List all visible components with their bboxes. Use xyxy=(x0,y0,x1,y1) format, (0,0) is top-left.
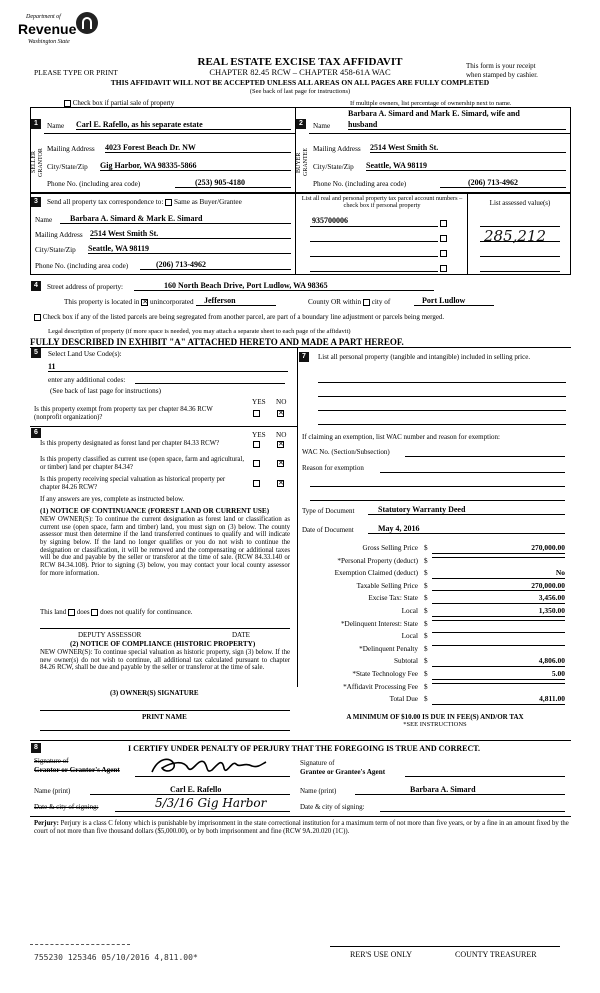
seller-mail-label: Mailing Address xyxy=(47,145,95,153)
buyer-name-line1[interactable]: Barbara A. Simard and Mark E. Simard, wife and xyxy=(348,109,520,118)
compliance-body: NEW OWNER(S): To continue special valuation as historic property, sign (3) below. If the new owner(s) do not wish to continue, all additional tax calculated pursuant to chapter 84.26 RCW, shall be due and payable by the seller or transferor at the time of sale. xyxy=(40,649,290,672)
forest-yes-checkbox[interactable] xyxy=(253,441,260,448)
buyer-city-field[interactable]: Seattle, WA 98119 xyxy=(366,161,566,171)
section-2-marker: 2 xyxy=(296,119,306,129)
seller-name-label: Name xyxy=(47,122,65,130)
continuance-title: (1) NOTICE OF CONTINUANCE (FOREST LAND OR CURRENT USE) xyxy=(40,507,270,515)
parcel-checkbox-1[interactable] xyxy=(440,220,447,227)
calc-value[interactable]: 4,811.00 xyxy=(432,695,565,705)
located-row xyxy=(64,298,194,306)
parcel-checkbox-2[interactable] xyxy=(440,235,447,242)
receipt-line2: when stamped by cashier. xyxy=(466,71,538,79)
calc-label: Excise Tax: State xyxy=(368,594,418,603)
buyer-phone-field[interactable]: (206) 713-4962 xyxy=(440,178,566,188)
partial-sale-label: Check box if partial sale of property xyxy=(72,99,175,107)
grantor-name-label: Name (print) xyxy=(34,787,71,795)
form-chapter: CHAPTER 82.45 RCW – CHAPTER 458-61A WAC xyxy=(209,67,391,77)
doc-type-field[interactable]: Statutory Warranty Deed xyxy=(368,505,565,515)
legal-description-label: Legal description of property (if more space is needed, you may attach a separate sheet to each page of the affidavit) xyxy=(48,328,351,335)
if-yes-note: If any answers are yes, complete as instructed below. xyxy=(40,496,185,503)
sec3-mail-field[interactable]: 2514 West Smith St. xyxy=(90,229,291,239)
sec3-mail-label: Mailing Address xyxy=(35,231,83,239)
multiple-owners-note: If multiple owners, list percentage of ownership next to name. xyxy=(350,100,512,107)
dollar-sign: $ xyxy=(424,695,428,704)
parcel-checkbox-4[interactable] xyxy=(440,265,447,272)
dollar-sign: $ xyxy=(424,607,428,615)
calc-value[interactable]: 5.00 xyxy=(432,670,565,680)
cashier-scan-line: 755230 125346 05/10/2016 4,811.00* xyxy=(34,953,198,962)
historic-question: Is this property receiving special valuation as historical property per chapter 84.26 RCW? xyxy=(40,476,226,491)
forest-question: Is this property designated as forest land per chapter 84.33 RCW? xyxy=(40,440,220,447)
users-only-label: RER'S USE ONLY xyxy=(350,950,412,959)
perjury-text: Perjury is a class C felony which is punishable by imprisonment in the state correctional institution for a maximum term of not more than five years, or by a fine in an amount fixed by the court of not more than five thousand dollars ($5,000.00), or by both imprisonment and fine (RCW 9A.20.020 (1C)). xyxy=(34,820,569,836)
dollar-sign: $ xyxy=(424,619,428,628)
section-3-marker: 3 xyxy=(31,197,41,207)
additional-codes-label: enter any additional codes: xyxy=(48,376,126,384)
see-instructions-note: *SEE INSTRUCTIONS xyxy=(403,721,467,728)
seller-name-field[interactable]: Carl E. Rafello, as his separate estate xyxy=(76,120,291,130)
assessed-header: List assessed value(s) xyxy=(489,199,551,207)
unincorporated-checkbox[interactable]: ✕ xyxy=(142,297,149,306)
sec3-phone-field[interactable]: (206) 713-4962 xyxy=(140,260,291,270)
parcel-checkbox-3[interactable] xyxy=(440,250,447,257)
receipt-line1: This form is your receipt xyxy=(466,62,536,70)
calc-value[interactable]: 270,000.00 xyxy=(432,582,565,592)
calc-value[interactable]: No xyxy=(432,569,565,579)
dollar-sign: $ xyxy=(424,632,428,641)
land-use-label: Select Land Use Code(s): xyxy=(48,350,122,358)
buyer-phone-label: Phone No. (including area code) xyxy=(313,180,407,188)
qualify-row xyxy=(40,608,192,616)
seller-city-label: City/State/Zip xyxy=(47,163,88,171)
calc-label: Local xyxy=(401,632,418,641)
section-7-marker: 7 xyxy=(299,352,309,362)
does-not-checkbox[interactable] xyxy=(91,609,98,616)
dor-logo xyxy=(18,12,108,52)
street-field[interactable]: 160 North Beach Drive, Port Ludlow, WA 98365 xyxy=(134,281,434,291)
assessed-value-handwritten[interactable]: 285,212 xyxy=(484,227,547,245)
forest-no-checkbox[interactable]: ✕ xyxy=(278,439,284,448)
buyer-name-line2[interactable]: husband xyxy=(348,120,566,130)
within-row xyxy=(308,298,390,306)
buyer-side-label: BUYER GRANTEE xyxy=(296,148,309,177)
calc-value[interactable] xyxy=(432,683,565,684)
calc-label: *Personal Property (deduct) xyxy=(337,556,418,565)
correspondence-row xyxy=(47,198,242,206)
dor-logo-main: Revenue xyxy=(18,21,77,37)
grantor-sig-label-1: Signature of xyxy=(34,757,69,765)
buyer-name-label: Name xyxy=(313,122,331,130)
does-not-label: does not qualify for continuance. xyxy=(100,608,193,616)
grantee-sig-label-2: Grantee or Grantee's Agent xyxy=(300,768,386,776)
dollar-sign: $ xyxy=(424,569,428,578)
segregated-label: Check box if any of the listed parcels are being segregated from another parcel, are part of a boundary line adjustment or parcels being merged. xyxy=(42,313,445,321)
please-type: PLEASE TYPE OR PRINT xyxy=(34,68,118,77)
see-back-note: (See back of last page for instructions) xyxy=(249,88,351,95)
calc-label: Total Due xyxy=(389,695,418,704)
calc-value[interactable] xyxy=(432,620,565,621)
calc-label: Subtotal xyxy=(394,657,418,666)
perjury-notice xyxy=(34,820,569,836)
exempt-no-checkbox[interactable]: ✕ xyxy=(278,408,284,417)
dollar-sign: $ xyxy=(424,682,428,691)
section-5-marker: 5 xyxy=(31,348,41,358)
section-6-marker: 6 xyxy=(31,428,41,438)
form-title: REAL ESTATE EXCISE TAX AFFIDAVIT xyxy=(197,56,403,68)
date-label: DATE xyxy=(232,631,250,639)
partial-sale-row xyxy=(64,99,174,107)
segregated-checkbox[interactable] xyxy=(34,314,41,321)
current-use-question: Is this property classified as current use (open space, farm and agricultural, or timber) land per chapter 84.34? xyxy=(40,456,245,471)
sec5-yes-header: YES xyxy=(252,398,266,406)
historic-no-checkbox[interactable]: ✕ xyxy=(278,478,284,487)
dollar-sign: $ xyxy=(424,594,428,603)
segregated-row xyxy=(34,313,444,321)
seller-city-field[interactable]: Gig Harbor, WA 98335-5866 xyxy=(100,161,291,171)
dor-logo-emblem-mark xyxy=(82,17,92,29)
dollar-sign: $ xyxy=(424,670,428,678)
land-use-code[interactable]: 11 xyxy=(48,362,288,372)
grantee-sig-label-1: Signature of xyxy=(300,759,335,767)
sec3-city-label: City/State/Zip xyxy=(35,246,76,254)
sec3-name-label: Name xyxy=(35,216,53,224)
doc-type-label: Type of Document xyxy=(302,507,355,515)
minimum-due-note: A MINIMUM OF $10.00 IS DUE IN FEE(S) AND/OR TAX xyxy=(346,713,524,721)
street-label: Street address of property: xyxy=(47,283,124,291)
current-use-yes-checkbox[interactable] xyxy=(253,460,260,467)
historic-yes-checkbox[interactable] xyxy=(253,480,260,487)
legal-description-field[interactable]: FULLY DESCRIBED IN EXHIBIT "A" ATTACHED HERETO AND MADE A PART HEREOF. xyxy=(30,337,404,347)
dollar-sign: $ xyxy=(424,556,428,565)
dor-logo-sub: Washington State xyxy=(28,39,70,45)
parcel-header: List all real and personal property tax parcel account numbers – check box if personal property xyxy=(301,195,463,210)
same-as-buyer-label: Same as Buyer/Grantee xyxy=(173,198,242,206)
dollar-sign: $ xyxy=(424,544,428,552)
buyer-mail-label: Mailing Address xyxy=(313,145,361,153)
sec3-name-field[interactable]: Barbara A. Simard & Mark E. Simard xyxy=(60,214,291,224)
reason-label: Reason for exemption xyxy=(302,464,364,472)
parcel-number[interactable]: 935700006 xyxy=(312,216,348,225)
calc-label: Taxable Selling Price xyxy=(356,581,418,590)
sec6-no-header: NO xyxy=(276,431,287,439)
located-label: This property is located in xyxy=(64,298,140,306)
grantee-name-label: Name (print) xyxy=(300,787,337,795)
deputy-assessor-label: DEPUTY ASSESSOR xyxy=(78,631,142,639)
calc-value[interactable]: 3,456.00 xyxy=(432,594,565,604)
wac-label: WAC No. (Section/Subsection) xyxy=(302,448,390,456)
county-field[interactable]: Jefferson xyxy=(196,296,276,306)
dollar-sign: $ xyxy=(424,581,428,590)
does-label: does xyxy=(76,608,90,616)
grantor-name-field[interactable]: Carl E. Rafello xyxy=(90,785,290,795)
city-field[interactable]: Port Ludlow xyxy=(414,296,494,306)
print-name-label: PRINT NAME xyxy=(142,713,187,721)
exempt-yes-checkbox[interactable] xyxy=(253,410,260,417)
sec5-no-header: NO xyxy=(276,398,287,406)
county-treasurer-label: COUNTY TREASURER xyxy=(455,950,537,959)
owner-signature-label: (3) OWNER(S) SIGNATURE xyxy=(110,689,199,697)
does-checkbox[interactable] xyxy=(68,609,75,616)
certify-statement: I CERTIFY UNDER PENALTY OF PERJURY THAT THE FOREGOING IS TRUE AND CORRECT. xyxy=(128,744,481,753)
calc-label: *Delinquent Interest: State xyxy=(340,619,418,628)
dor-logo-text: Department of xyxy=(26,14,61,20)
sec6-yes-header: YES xyxy=(252,431,266,439)
doc-date-label: Date of Document xyxy=(302,526,354,534)
dollar-sign: $ xyxy=(424,657,428,666)
county-or-within-label: County OR within xyxy=(308,298,362,306)
calc-label: *Affidavit Processing Fee xyxy=(343,682,418,691)
seller-side-label: SELLER GRANTOR xyxy=(31,148,44,177)
same-as-buyer-checkbox[interactable] xyxy=(165,199,172,206)
seller-mail-field[interactable]: 4023 Forest Beach Dr. NW xyxy=(105,143,291,153)
this-land-label: This land xyxy=(40,608,67,616)
calc-label: Gross Selling Price xyxy=(362,544,418,552)
calc-value[interactable]: 1,350.00 xyxy=(432,607,565,617)
section-4-marker: 4 xyxy=(31,281,41,291)
sec3-phone-label: Phone No. (including area code) xyxy=(35,262,129,270)
section-1-marker: 1 xyxy=(31,119,41,129)
partial-sale-checkbox[interactable] xyxy=(64,100,71,107)
personal-property-label: List all personal property (tangible and intangible) included in selling price. xyxy=(318,353,531,361)
buyer-city-label: City/State/Zip xyxy=(313,163,354,171)
calc-value[interactable] xyxy=(432,645,565,646)
current-use-no-checkbox[interactable]: ✕ xyxy=(278,458,284,467)
grantor-date-label: Date & city of signing: xyxy=(34,803,99,811)
calc-label: Local xyxy=(401,607,418,615)
compliance-title: (2) NOTICE OF COMPLIANCE (HISTORIC PROPERTY) xyxy=(70,640,256,648)
sec5-see-back: (See back of last page for instructions) xyxy=(50,387,161,395)
calc-value[interactable]: 4,806.00 xyxy=(432,657,565,667)
unincorporated-label: unincorporated xyxy=(150,298,194,306)
seller-phone-field[interactable]: (253) 905-4180 xyxy=(175,178,291,188)
grantor-signature[interactable] xyxy=(148,754,268,780)
sec3-city-field[interactable]: Seattle, WA 98119 xyxy=(88,244,291,254)
city-of-checkbox[interactable] xyxy=(363,299,370,306)
city-of-label: city of xyxy=(371,298,391,306)
grantee-name-field[interactable]: Barbara A. Simard xyxy=(355,785,565,795)
calc-value[interactable]: 270,000.00 xyxy=(432,544,565,554)
calc-label: *State Technology Fee xyxy=(352,670,418,678)
grantor-date-field[interactable]: 5/3/16 Gig Harbor xyxy=(115,797,290,812)
seller-phone-label: Phone No. (including area code) xyxy=(47,180,141,188)
acceptance-notice: THIS AFFIDAVIT WILL NOT BE ACCEPTED UNLESS ALL AREAS ON ALL PAGES ARE FULLY COMPLETED xyxy=(110,78,490,87)
calc-label: *Delinquent Penalty xyxy=(359,644,418,653)
section-8-marker: 8 xyxy=(31,743,41,753)
exempt-question: Is this property exempt from property tax per chapter 84.36 RCW (nonprofit organization)? xyxy=(34,406,213,421)
buyer-mail-field[interactable]: 2514 West Smith St. xyxy=(370,143,566,153)
grantee-date-label: Date & city of signing: xyxy=(300,803,365,811)
calc-value[interactable] xyxy=(432,557,565,558)
perjury-label: Perjury: xyxy=(34,820,59,827)
calc-label: Exemption Claimed (deduct) xyxy=(334,569,418,578)
exemption-label: If claiming an exemption, list WAC number and reason for exemption: xyxy=(302,433,500,441)
doc-date-field[interactable]: May 4, 2016 xyxy=(368,524,565,534)
dollar-sign: $ xyxy=(424,644,428,653)
calc-value[interactable] xyxy=(432,632,565,633)
correspondence-label: Send all property tax correspondence to: xyxy=(47,198,164,206)
continuance-body: NEW OWNER(S): To continue the current designation as forest land or classification as current use (open space, farm and timber) land, you must sign on (3) below. The county assessor must then determine if the land transferred continues to qualify and will indicate by signing below. If the land no longer qualifies or you do not wish to continue the designation or classification, it will be removed and the compensating or additional taxes will be due and payable by the seller or transferor at the time of sale. (RCW 84.33.140 or RCW 84.34.108). Prior to signing (3) below, you may contact your local county assessor for more information. xyxy=(40,516,290,577)
grantor-sig-label-2: Grantor or Grantor's Agent xyxy=(34,766,120,774)
